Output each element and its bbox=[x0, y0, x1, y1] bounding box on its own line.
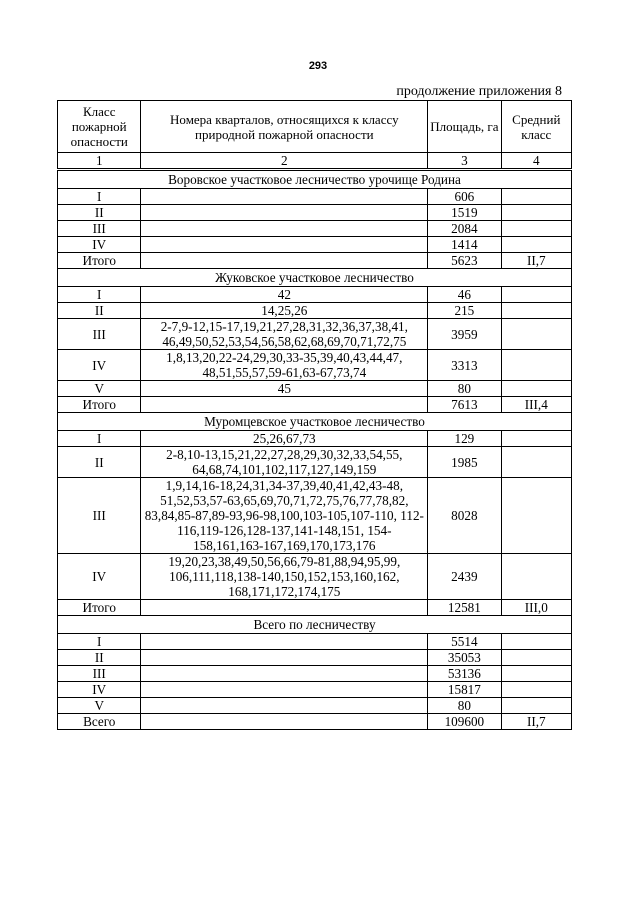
quarters-cell bbox=[141, 634, 428, 650]
class-cell: IV bbox=[58, 350, 141, 381]
avg-class-cell bbox=[501, 698, 571, 714]
column-number: 2 bbox=[141, 153, 428, 170]
avg-class-cell bbox=[501, 650, 571, 666]
column-number: 4 bbox=[501, 153, 571, 170]
area-cell: 12581 bbox=[428, 600, 501, 616]
page-number: 293 bbox=[308, 60, 328, 72]
class-cell: IV bbox=[58, 682, 141, 698]
quarters-cell bbox=[141, 714, 428, 730]
header-row bbox=[58, 101, 572, 153]
avg-class-cell bbox=[501, 682, 571, 698]
section-title: Жуковское участковое лесничество bbox=[58, 269, 572, 287]
class-cell: I bbox=[58, 189, 141, 205]
table-row bbox=[58, 554, 572, 600]
table-row bbox=[58, 698, 572, 714]
area-cell: 3959 bbox=[428, 319, 501, 350]
avg-class-cell bbox=[501, 666, 571, 682]
area-cell: 8028 bbox=[428, 478, 501, 554]
table-row bbox=[58, 447, 572, 478]
avg-class-cell bbox=[501, 221, 571, 237]
quarters-cell bbox=[141, 650, 428, 666]
class-cell: II bbox=[58, 303, 141, 319]
avg-class-cell bbox=[501, 554, 571, 600]
table-row bbox=[58, 666, 572, 682]
table-row bbox=[58, 319, 572, 350]
quarters-cell: 2-8,10-13,15,21,22,27,28,29,30,32,33,54,55, 64,68,74,101,102,117,127,149,159 bbox=[141, 447, 428, 478]
class-cell: I bbox=[58, 431, 141, 447]
avg-class-cell: II,7 bbox=[501, 714, 571, 730]
class-cell: II bbox=[58, 650, 141, 666]
class-cell: I bbox=[58, 287, 141, 303]
table-row bbox=[58, 714, 572, 730]
avg-class-cell bbox=[501, 319, 571, 350]
header-area: Площадь, га bbox=[428, 101, 501, 153]
table-row bbox=[58, 600, 572, 616]
quarters-cell bbox=[141, 237, 428, 253]
continuation-note: продолжение приложения 8 bbox=[396, 84, 562, 99]
area-cell: 5623 bbox=[428, 253, 501, 269]
quarters-cell bbox=[141, 666, 428, 682]
quarters-cell bbox=[141, 397, 428, 413]
section-header-row bbox=[58, 413, 572, 431]
avg-class-cell bbox=[501, 381, 571, 397]
area-cell: 129 bbox=[428, 431, 501, 447]
area-cell: 2439 bbox=[428, 554, 501, 600]
section-title: Воровское участковое лесничество урочище Родина bbox=[58, 170, 572, 189]
class-cell: Итого bbox=[58, 253, 141, 269]
avg-class-cell bbox=[501, 634, 571, 650]
section-title: Всего по лесничеству bbox=[58, 616, 572, 634]
class-cell: I bbox=[58, 634, 141, 650]
class-cell: IV bbox=[58, 554, 141, 600]
area-cell: 109600 bbox=[428, 714, 501, 730]
area-cell: 35053 bbox=[428, 650, 501, 666]
table-row bbox=[58, 478, 572, 554]
quarters-cell bbox=[141, 682, 428, 698]
table-row bbox=[58, 397, 572, 413]
area-cell: 1985 bbox=[428, 447, 501, 478]
class-cell: III bbox=[58, 319, 141, 350]
column-number-row bbox=[58, 153, 572, 170]
quarters-cell bbox=[141, 221, 428, 237]
avg-class-cell bbox=[501, 478, 571, 554]
table-row bbox=[58, 634, 572, 650]
class-cell: II bbox=[58, 205, 141, 221]
table-row bbox=[58, 350, 572, 381]
class-cell: III bbox=[58, 221, 141, 237]
quarters-cell: 1,8,13,20,22-24,29,30,33-35,39,40,43,44,47, 48,51,55,57,59-61,63-67,73,74 bbox=[141, 350, 428, 381]
class-cell: Всего bbox=[58, 714, 141, 730]
table-row bbox=[58, 205, 572, 221]
table-row bbox=[58, 287, 572, 303]
quarters-cell: 14,25,26 bbox=[141, 303, 428, 319]
avg-class-cell bbox=[501, 237, 571, 253]
table-body bbox=[58, 170, 572, 730]
area-cell: 2084 bbox=[428, 221, 501, 237]
avg-class-cell bbox=[501, 287, 571, 303]
header-class: Класс пожарной опасности bbox=[58, 101, 141, 153]
class-cell: Итого bbox=[58, 600, 141, 616]
avg-class-cell bbox=[501, 189, 571, 205]
area-cell: 80 bbox=[428, 381, 501, 397]
avg-class-cell bbox=[501, 447, 571, 478]
table-row bbox=[58, 253, 572, 269]
quarters-cell: 19,20,23,38,49,50,56,66,79-81,88,94,95,99, 106,111,118,138-140,150,152,153,160,162, 168,171,172,174,175 bbox=[141, 554, 428, 600]
table-row bbox=[58, 381, 572, 397]
header-avg-class: Средний класс bbox=[501, 101, 571, 153]
class-cell: IV bbox=[58, 237, 141, 253]
table-row bbox=[58, 237, 572, 253]
area-cell: 15817 bbox=[428, 682, 501, 698]
class-cell: III bbox=[58, 666, 141, 682]
header-quarters: Номера кварталов, относящихся к классу природной пожарной опасности bbox=[141, 101, 428, 153]
quarters-cell bbox=[141, 205, 428, 221]
area-cell: 46 bbox=[428, 287, 501, 303]
avg-class-cell: III,0 bbox=[501, 600, 571, 616]
section-header-row bbox=[58, 269, 572, 287]
table-row bbox=[58, 189, 572, 205]
fire-danger-table bbox=[57, 100, 572, 730]
avg-class-cell: II,7 bbox=[501, 253, 571, 269]
area-cell: 215 bbox=[428, 303, 501, 319]
quarters-cell bbox=[141, 698, 428, 714]
area-cell: 606 bbox=[428, 189, 501, 205]
column-number: 3 bbox=[428, 153, 501, 170]
table-row bbox=[58, 303, 572, 319]
section-header-row bbox=[58, 170, 572, 189]
table-row bbox=[58, 221, 572, 237]
quarters-cell: 42 bbox=[141, 287, 428, 303]
avg-class-cell: III,4 bbox=[501, 397, 571, 413]
class-cell: V bbox=[58, 698, 141, 714]
table-row bbox=[58, 650, 572, 666]
class-cell: II bbox=[58, 447, 141, 478]
class-cell: III bbox=[58, 478, 141, 554]
section-header-row bbox=[58, 616, 572, 634]
column-number: 1 bbox=[58, 153, 141, 170]
avg-class-cell bbox=[501, 303, 571, 319]
area-cell: 7613 bbox=[428, 397, 501, 413]
avg-class-cell bbox=[501, 431, 571, 447]
area-cell: 80 bbox=[428, 698, 501, 714]
avg-class-cell bbox=[501, 205, 571, 221]
section-title: Муромцевское участковое лесничество bbox=[58, 413, 572, 431]
quarters-cell: 45 bbox=[141, 381, 428, 397]
table-row bbox=[58, 431, 572, 447]
table-row bbox=[58, 682, 572, 698]
area-cell: 53136 bbox=[428, 666, 501, 682]
area-cell: 1519 bbox=[428, 205, 501, 221]
quarters-cell bbox=[141, 189, 428, 205]
area-cell: 5514 bbox=[428, 634, 501, 650]
quarters-cell: 2-7,9-12,15-17,19,21,27,28,31,32,36,37,38,41, 46,49,50,52,53,54,56,58,62,68,69,70,71,72,75 bbox=[141, 319, 428, 350]
area-cell: 3313 bbox=[428, 350, 501, 381]
avg-class-cell bbox=[501, 350, 571, 381]
area-cell: 1414 bbox=[428, 237, 501, 253]
quarters-cell: 1,9,14,16-18,24,31,34-37,39,40,41,42,43-48, 51,52,53,57-63,65,69,70,71,72,75,76,77,78,82, 83,84,85-87,89-93,96-98,100,103-105,107-110, 112-116,119-126,128-137,141-148,151, 154-158,161,163-167,169,170,173,176 bbox=[141, 478, 428, 554]
class-cell: Итого bbox=[58, 397, 141, 413]
quarters-cell: 25,26,67,73 bbox=[141, 431, 428, 447]
quarters-cell bbox=[141, 253, 428, 269]
class-cell: V bbox=[58, 381, 141, 397]
quarters-cell bbox=[141, 600, 428, 616]
